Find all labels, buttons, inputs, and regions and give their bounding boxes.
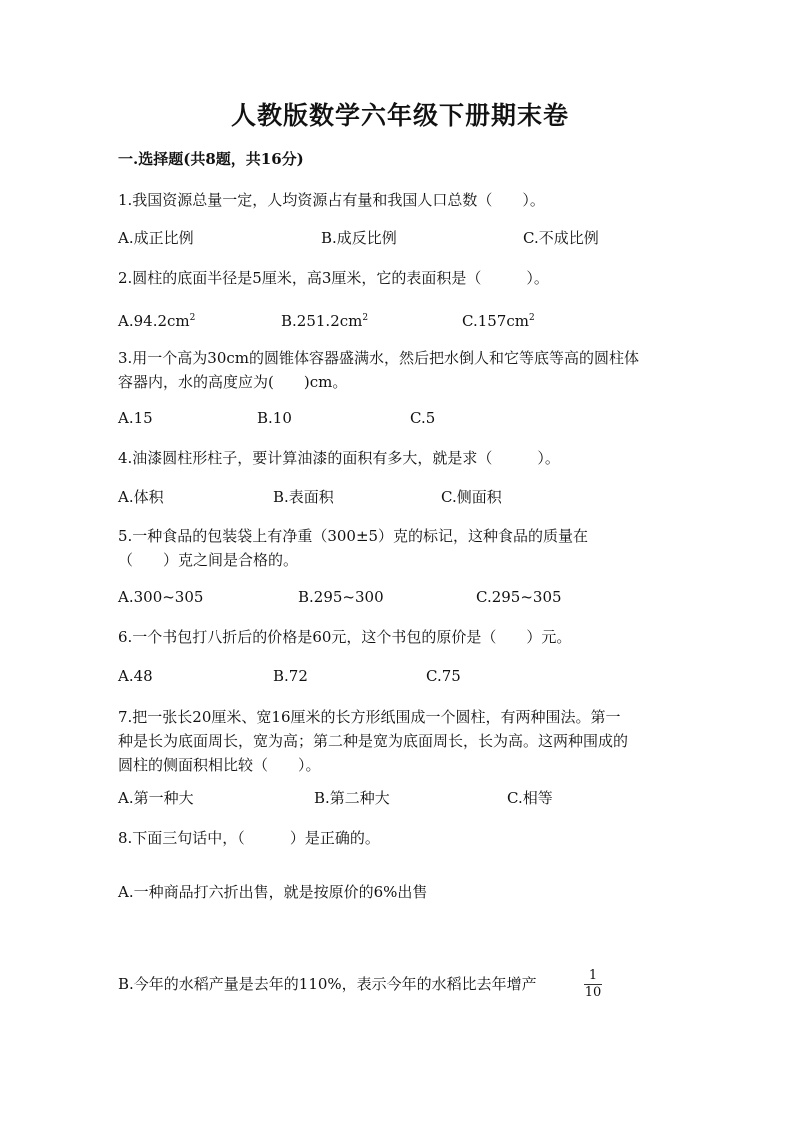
question-8: 8.下面三句话中，（ ）是正确的。 (118, 829, 380, 847)
q2-option-b-label: B.251.2cm (281, 312, 363, 330)
fraction-numerator: 1 (584, 968, 602, 985)
question-7-line-2: 种是长为底面周长，宽为高；第二种是宽为底面周长，长为高。这两种围成的 (118, 732, 629, 750)
q2-option-b[interactable] (281, 308, 368, 331)
q1-option-c[interactable]: C.不成比例 (523, 229, 599, 247)
q5-option-b[interactable]: B.295~300 (298, 588, 384, 606)
q2-option-a-label: A.94.2cm (118, 312, 190, 330)
q4-option-c[interactable]: C.侧面积 (441, 488, 502, 506)
q2-option-c[interactable] (462, 308, 535, 331)
q6-option-c[interactable]: C.75 (426, 667, 461, 685)
superscript-2: 2 (189, 313, 196, 323)
q7-option-a[interactable]: A.第一种大 (118, 789, 194, 807)
question-3-line-2: 容器内，水的高度应为( )cm。 (118, 373, 348, 391)
q8-option-b[interactable]: B.今年的水稻产量是去年的110%，表示今年的水稻比去年增产 (118, 975, 537, 993)
q1-option-a[interactable]: A.成正比例 (118, 229, 194, 247)
question-7-line-3: 圆柱的侧面积相比较（ ）。 (118, 756, 321, 774)
fraction-one-tenth (584, 968, 602, 1001)
q3-option-b[interactable]: B.10 (257, 409, 292, 427)
page-title: 人教版数学六年级下册期末卷 (230, 101, 569, 130)
q7-option-c[interactable]: C.相等 (507, 789, 553, 807)
q5-option-c[interactable]: C.295~305 (476, 588, 562, 606)
q6-option-b[interactable]: B.72 (273, 667, 308, 685)
question-6: 6.一个书包打八折后的价格是60元，这个书包的原价是（ ）元。 (118, 628, 572, 646)
q2-option-c-label: C.157cm (462, 312, 529, 330)
question-5-line-2: （ ）克之间是合格的。 (118, 551, 299, 569)
question-1: 1.我国资源总量一定，人均资源占有量和我国人口总数（ ）。 (118, 191, 545, 209)
q1-option-b[interactable]: B.成反比例 (321, 229, 397, 247)
q2-option-a[interactable] (118, 308, 195, 331)
q4-option-b[interactable]: B.表面积 (273, 488, 334, 506)
q5-option-a[interactable]: A.300~305 (118, 588, 204, 606)
q6-option-a[interactable]: A.48 (118, 667, 153, 685)
question-4: 4.油漆圆柱形柱子，要计算油漆的面积有多大，就是求（ ）。 (118, 449, 560, 467)
section-heading: 一.选择题(共8题，共16分) (118, 150, 304, 168)
q8-option-a[interactable]: A.一种商品打六折出售，就是按原价的6%出售 (118, 883, 428, 901)
q3-option-a[interactable]: A.15 (118, 409, 153, 427)
question-3-line-1: 3.用一个高为30cm的圆锥体容器盛满水，然后把水倒人和它等底等高的圆柱体 (118, 349, 640, 367)
q3-option-c[interactable]: C.5 (410, 409, 436, 427)
question-2: 2.圆柱的底面半径是5厘米，高3厘米，它的表面积是（ ）。 (118, 269, 549, 287)
fraction-denominator: 10 (584, 985, 602, 1000)
question-5-line-1: 5.一种食品的包装袋上有净重（300±5）克的标记，这种食品的质量在 (118, 527, 589, 545)
q7-option-b[interactable]: B.第二种大 (314, 789, 390, 807)
question-7-line-1: 7.把一张长20厘米、宽16厘米的长方形纸围成一个圆柱，有两种围法。第一 (118, 708, 621, 726)
q4-option-a[interactable]: A.体积 (118, 488, 164, 506)
superscript-2: 2 (528, 313, 535, 323)
superscript-2: 2 (362, 313, 369, 323)
